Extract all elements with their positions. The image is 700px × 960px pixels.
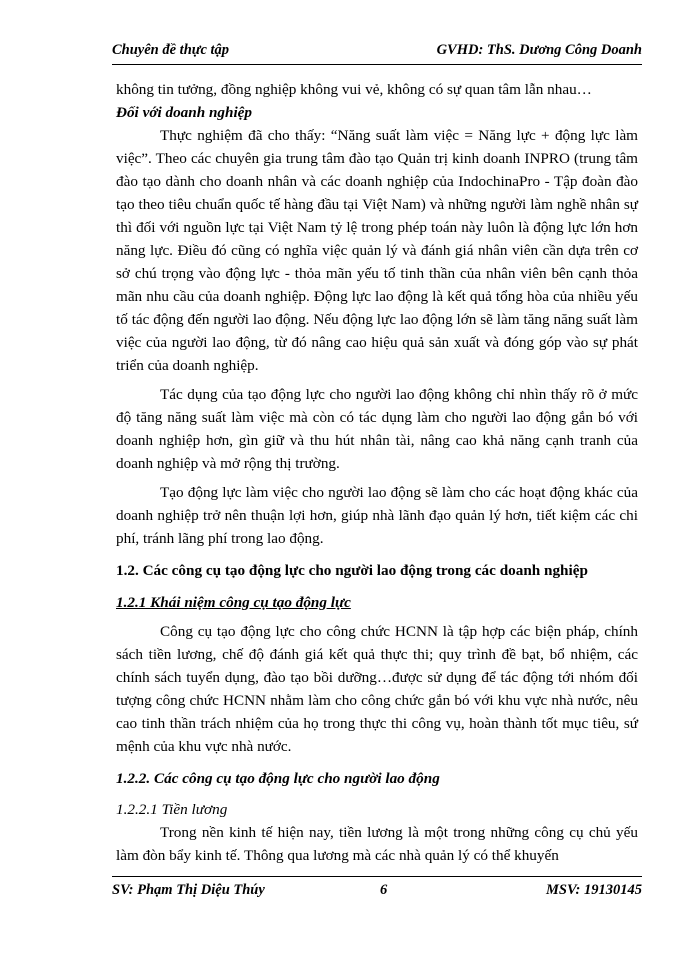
header-supervisor: GVHD: ThS. Dương Công Doanh [436,42,642,58]
intro-line: không tin tưởng, đồng nghiệp không vui vẻ, không có sự quan tâm lẫn nhau… [116,81,592,98]
section-heading-1-2-1: 1.2.1 Khái niệm công cụ tạo động lực [116,594,351,611]
paragraph-4: Công cụ tạo động lực cho công chức HCNN là tập hợp các biện pháp, chính sách tiền lương, chế độ đánh giá kết quả thực thi; quy trình đề bạt, bổ nhiệm, các chính sách tuyển dụng, đào tạo bồi dưỡng…được sử dụng để tác động tới nhóm đối tượng công chức HCNN nhằm làm cho công chức gắn bó với khu vực nhà nước, nêu cao tinh thần trách nhiệm của họ trong thực thi công vụ, hoàn thành tốt mục tiêu, sứ mệnh của khu vực nhà nước. [116,623,638,755]
footer-student: SV: Phạm Thị Diệu Thúy [112,882,265,898]
paragraph-5: Trong nền kinh tế hiện nay, tiền lương là một trong những công cụ chủ yếu làm đòn bẩy kinh tế. Thông qua lương mà các nhà quản lý có thể khuyến [116,824,638,864]
section-heading-1-2: 1.2. Các công cụ tạo động lực cho người lao động trong các doanh nghiệp [116,562,588,579]
paragraph-1: Thực nghiệm đã cho thấy: “Năng suất làm việc = Năng lực + động lực làm việc”. Theo các chuyên gia trung tâm đào tạo Quản trị kinh doanh INPRO (trung tâm đào tạo dành cho doanh nhân và các doanh nghiệp của IndochinaPro - Tập đoàn đào tạo theo tiêu chuẩn quốc tế hàng đầu tại Việt Nam) và những người làm nghề nhân sự thì đối với nguồn lực tại Việt Nam tỷ lệ trong phép toán này luôn là động lực lớn hơn năng lực. Điều đó cũng có nghĩa việc quản lý và đánh giá nhân viên cần dựa trên cơ sở chú trọng vào động lực - thỏa mãn yếu tố tinh thần của nhân viên bên cạnh thỏa mãn nhu cầu của doanh nghiệp. Động lực lao động là kết quả tổng hòa của nhiều yếu tố tác động đến người lao động. Nếu động lực lao động lớn sẽ làm tăng năng suất làm việc của người lao động, từ đó nâng cao hiệu quả sản xuất và đóng góp vào sự phát triển của doanh nghiệp. [116,127,638,374]
heading-doanh-nghiep: Đối với doanh nghiệp [116,104,252,121]
section-heading-1-2-2-1: 1.2.2.1 Tiền lương [116,801,228,818]
page-footer [112,876,642,901]
page-header [112,38,642,65]
paragraph-3: Tạo động lực làm việc cho người lao động sẽ làm cho các hoạt động khác của doanh nghiệp trở nên thuận lợi hơn, giúp nhà lãnh đạo quản lý hơn, tiết kiệm các chi phí, tránh lãng phí trong lao động. [116,484,638,547]
footer-student-id: MSV: 19130145 [545,882,642,898]
document-body [116,78,638,867]
paragraph-2: Tác dụng của tạo động lực cho người lao động không chỉ nhìn thấy rõ ở mức độ tăng năng suất làm việc mà còn có tác dụng làm cho người lao động gắn bó với doanh nghiệp hơn, gìn giữ và thu hút nhân tài, nâng cao khả năng cạnh tranh của doanh nghiệp và mở rộng thị trường. [116,386,638,472]
section-heading-1-2-2: 1.2.2. Các công cụ tạo động lực cho người lao động [116,770,440,787]
header-course-title: Chuyên đề thực tập [112,42,230,58]
page-number: 6 [380,882,388,898]
